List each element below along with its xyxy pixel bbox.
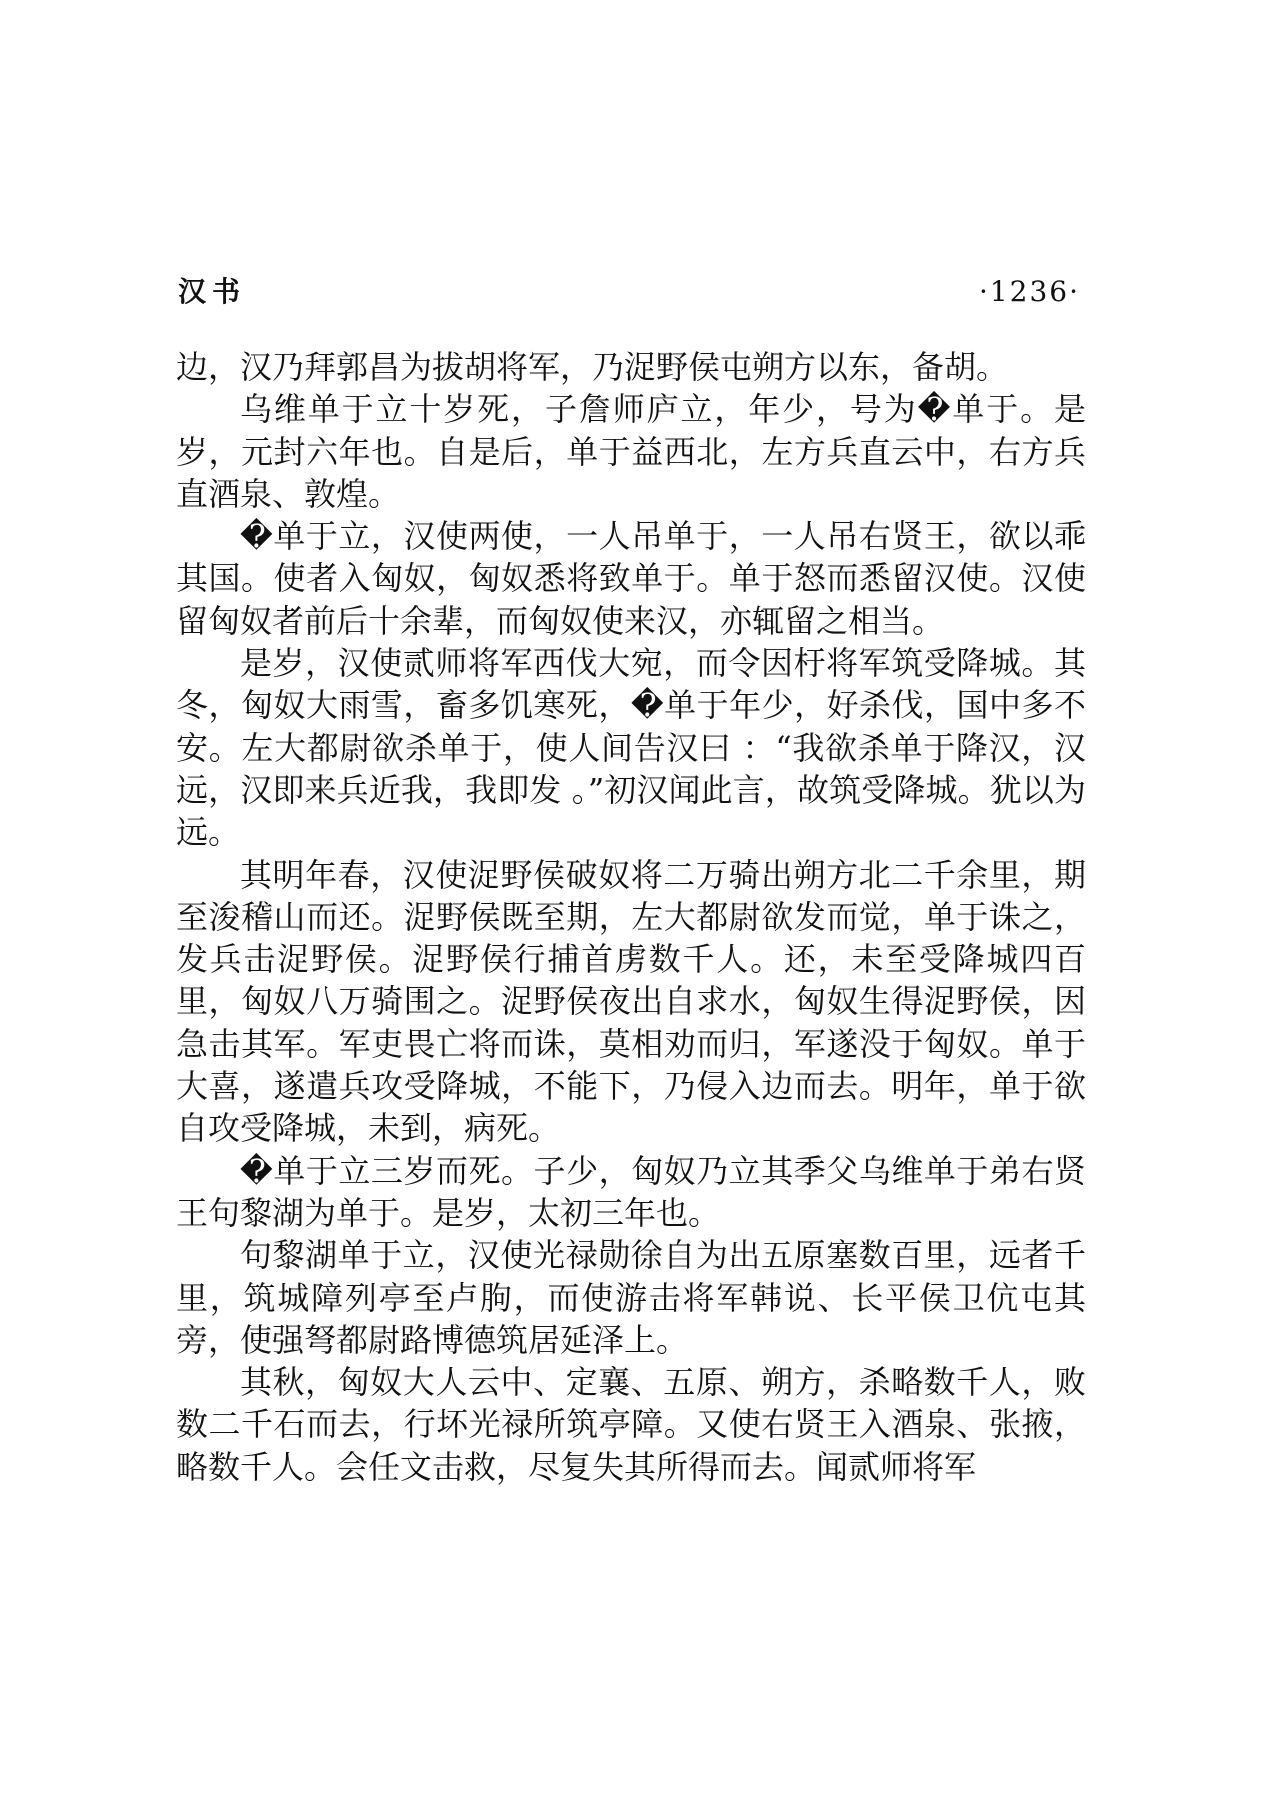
paragraph-6: �单于立三岁而死。子少，匈奴乃立其季父乌维单于弟右贤王句黎湖为单于。是岁，太初三年也。 bbox=[176, 1151, 1086, 1232]
page-header bbox=[178, 272, 1080, 312]
paragraph-2: 乌维单于立十岁死，子詹师庐立，年少，号为�单于。是岁，元封六年也。自是后，单于益西北，左方兵直云中，右方兵直酒泉、敦煌。 bbox=[176, 390, 1086, 513]
body-text bbox=[176, 346, 1086, 1488]
paragraph-4: 是岁，汉使贰师将军西伐大宛，而令因杅将军筑受降城。其冬，匈奴大雨雪，畜多饥寒死，�单于年少，好杀伐，国中多不安。左大都尉欲杀单于，使人间告汉曰 ：“我欲杀单于降汉，汉远，汉即来兵近我，我即发 。”初汉闻此言，故筑受降城。犹以为远。 bbox=[176, 644, 1086, 852]
paragraph-8: 其秋，匈奴大人云中、定襄、五原、朔方，杀略数千人，败数二千石而去，行坏光禄所筑亭障。又使右贤王入酒泉、张掖，略数千人。会任文击救，尽复失其所得而去。闻贰师将军 bbox=[176, 1363, 1086, 1486]
paragraph-7: 句黎湖单于立，汉使光禄勋徐自为出五原塞数百里，远者千里，筑城障列亭至卢朐，而使游击将军韩说、长平侯卫伉屯其旁，使强弩都尉路博德筑居延泽上。 bbox=[176, 1236, 1086, 1359]
book-title: 汉书 bbox=[178, 275, 247, 308]
paragraph-5: 其明年春，汉使浞野侯破奴将二万骑出朔方北二千余里，期至浚稽山而还。浞野侯既至期，左大都尉欲发而觉，单于诛之，发兵击浞野侯。浞野侯行捕首虏数千人。还，未至受降城四百里，匈奴八万骑围之。浞野侯夜出自求水，匈奴生得浞野侯，因急击其军。军吏畏亡将而诛，莫相劝而归，军遂没于匈奴。单于大喜，遂遣兵攻受降城，不能下，乃侵入边而去。明年，单于欲自攻受降城，未到，病死。 bbox=[176, 855, 1086, 1148]
page-number: ·1236· bbox=[978, 275, 1080, 308]
paragraph-1: 边，汉乃拜郭昌为拔胡将军，乃浞野侯屯朔方以东，备胡。 bbox=[176, 348, 1009, 386]
paragraph-3: �单于立，汉使两使，一人吊单于，一人吊右贤王，欲以乖其国。使者入匈奴，匈奴悉将致单于。单于怒而悉留汉使。汉使留匈奴者前后十余辈，而匈奴使来汉，亦辄留之相当。 bbox=[176, 517, 1086, 640]
